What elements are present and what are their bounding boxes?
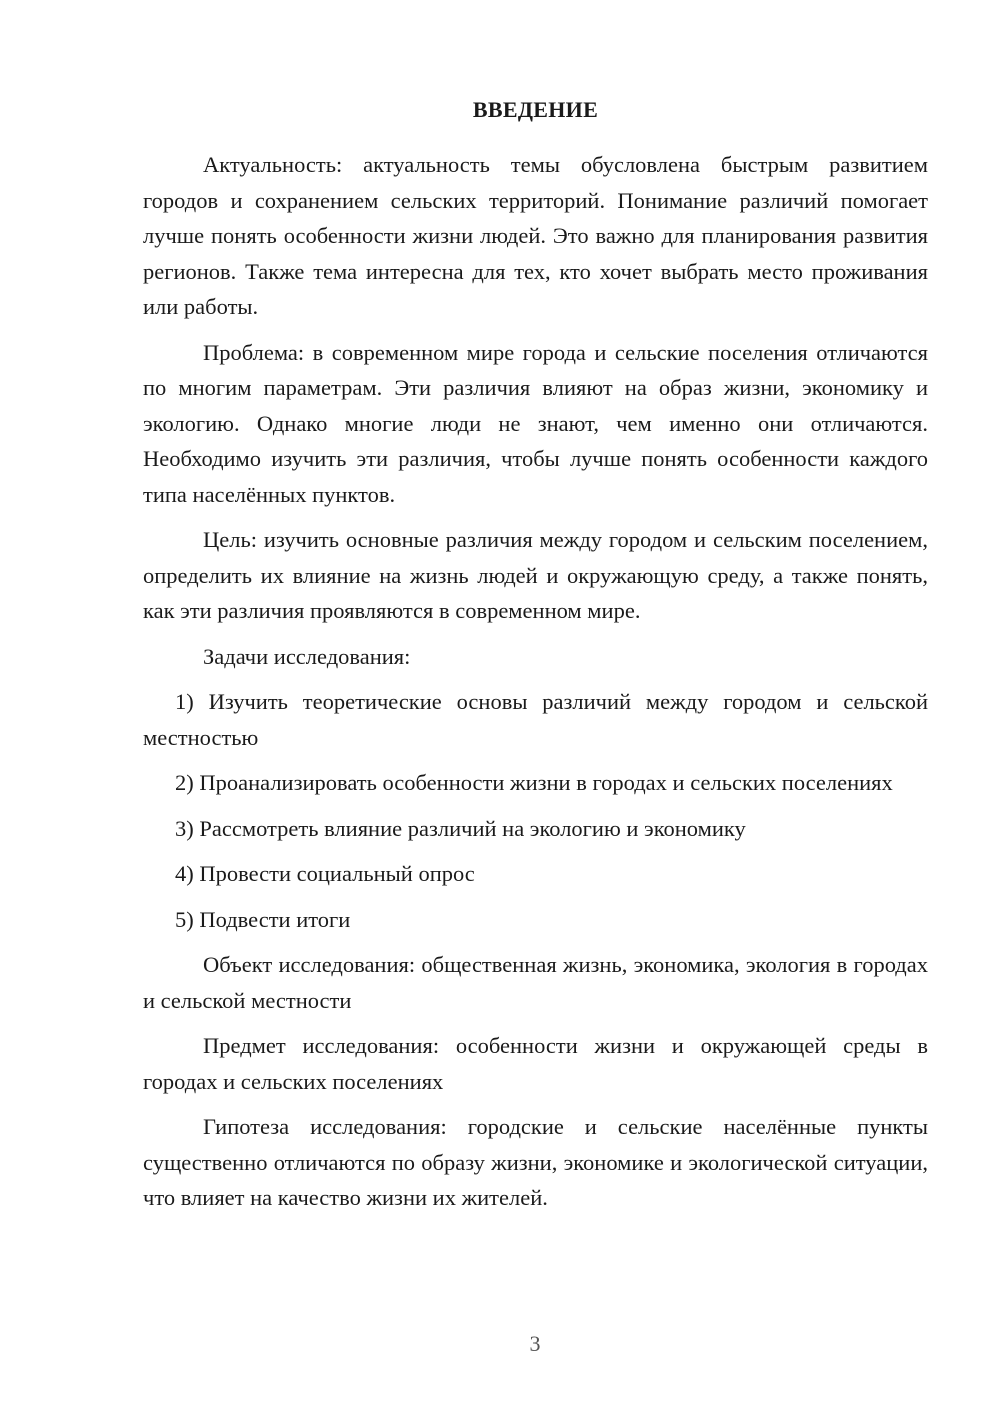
subject-paragraph: Предмет исследования: особенности жизни и окружающей среды в городах и сельских поселениях bbox=[143, 1033, 928, 1094]
tasks-heading: Задачи исследования: bbox=[203, 643, 411, 669]
task-item-1: 1) Изучить теоретические основы различий между городом и сельской местностью bbox=[143, 689, 928, 750]
task-item-5: 5) Подвести итоги bbox=[175, 906, 351, 932]
task-item-4: 4) Провести социальный опрос bbox=[175, 861, 475, 886]
object-paragraph: Объект исследования: общественная жизнь, экономика, экология в городах и сельской местности bbox=[143, 952, 928, 1013]
task-item-2: 2) Проанализировать особенности жизни в городах и сельских поселениях bbox=[175, 770, 893, 795]
document-page bbox=[143, 95, 928, 1226]
goal-paragraph: Цель: изучить основные различия между городом и сельским поселением, определить их влияние на жизнь людей и окружающую среду, а также понять, как эти различия проявляются в современном мире. bbox=[143, 527, 928, 623]
relevance-paragraph: Актуальность: актуальность темы обусловлена быстрым развитием городов и сохранением сельских территорий. Понимание различий помогает лучше понять особенности жизни людей. Это важно для планирования развития регионов. Также тема интересна для тех, кто хочет выбрать место проживания или работы. bbox=[143, 152, 928, 319]
page-number: 3 bbox=[529, 1331, 541, 1356]
page-title: ВВЕДЕНИЕ bbox=[472, 97, 599, 122]
problem-paragraph: Проблема: в современном мире города и сельские поселения отличаются по многим параметрам. Эти различия влияют на образ жизни, экономику и экологию. Однако многие люди не знают, чем именно они отличаются. Необходимо изучить эти различия, чтобы лучше понять особенности каждого типа населённых пунктов. bbox=[143, 339, 928, 507]
hypothesis-paragraph: Гипотеза исследования: городские и сельские населённые пункты существенно отличаются по образу жизни, экономике и экологической ситуации, что влияет на качество жизни их жителей. bbox=[143, 1114, 928, 1210]
task-item-3: 3) Рассмотреть влияние различий на экологию и экономику bbox=[175, 815, 746, 841]
